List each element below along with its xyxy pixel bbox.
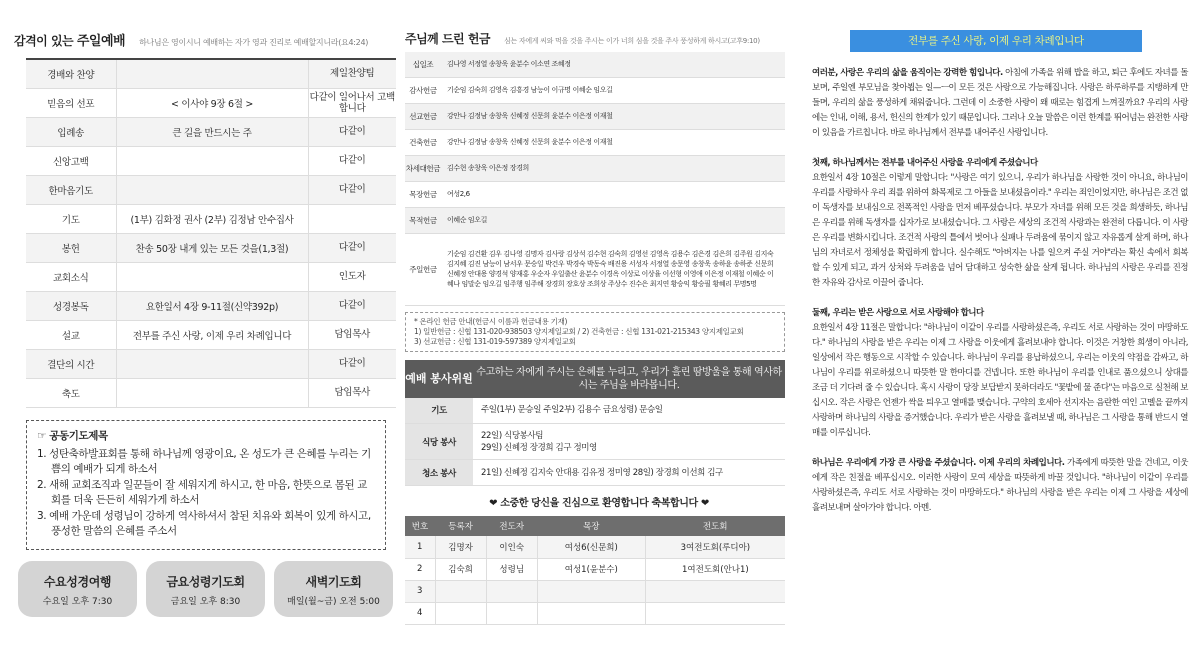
- meeting-title: 새벽기도회: [305, 575, 362, 589]
- visitor-cell: 김명자: [435, 536, 486, 558]
- sermon-intro-bold: 여러분, 사랑은 우리의 삶을 움직이는 강력한 힘입니다.: [812, 68, 1003, 78]
- sermon-point-2: 요한일서 4장 11절은 말합니다: "하나님이 이같이 우리를 사랑하셨은즉, 우리도 서로 사랑하는 것이 마땅하도다." 하나님의 사랑을 받은 우리는 이제 그 사랑을 이웃에게 흘려보내야 합니다. 이것은 거창한 희생이 아니라, 일상에서 작은 행동으로 시작할 수 있습니다. 하나님이 우리를 용납하셨으니, 우리는 이웃의 약점을 감싸고, 하나님이 우리를 위로하셨으니 따뜻한 말 한마디를 건넵니다. 또한 하나님이 우리를 인내로 품으셨으니 상대를 조금 더 기다려 줄 수 있습니다. 혹시 사랑이 당장 보답받지 못하더라도 "꽃밭에 물 준다"는 마음으로 실천해 보십시오. 작은 사랑은 언젠가 싹을 틔우고 열매를 맺습니다. 구약의 호세아 선지자는 음란한 여인 고멜을 끝까지 사랑하며 하나님의 사랑을 증거했습니다. 우리가 받은 사랑을 흘려보낼 때, 하나님은 그 사랑을 통해 반드시 열매를 이루십니다.: [812, 323, 1188, 438]
- visitor-cell: [486, 580, 537, 602]
- service-names: 주일(1부) 문승일 주일2부) 김용수 금요성령) 문승일: [473, 398, 785, 424]
- worship-item-leader: 다같이 일어나서 고백합니다: [308, 88, 396, 117]
- offering-row: [405, 103, 785, 129]
- offering-names: 기순임 김숙희 김영옥 김흥경 남능이 이규명 이혜순 임오길: [441, 77, 785, 103]
- worship-row: [26, 291, 396, 320]
- offering-row: [405, 129, 785, 155]
- prayer-title: ☞ 공동기도제목: [37, 430, 108, 442]
- service-text: 수고하는 자에게 주시는 은혜를 누리고, 우리가 흘린 땀방울을 통해 역사하시는 주님을 바라봅니다.: [476, 366, 782, 391]
- worship-item-name: 한마음기도: [26, 175, 116, 204]
- offering-names: 기순임 김건환 김우 김나영 김명자 김사랑 김상석 김수현 김숙희 김영선 김영옥 김용수 김은경 김은희 김주원 김지숙 김지혜 김진 남능이 남서우 문승일 박건우 박경숙 박동숙 배진용 서성자 서정열 송문영 송창욱 송하윤 송하준 신문희 신혜정 안대용 양경석 양재홍 우순자 우일출산 윤분수 이경옥 이상로 이상율 이선형 이영애 이은정 이재철 이혜순 이혜나 임말순 임오길 임주행 임주해 장경희 장호상 조희상 주상수 진수은 최지연 황승익 황승필 황혜리 무명5명: [441, 233, 785, 305]
- service-header: [405, 360, 785, 398]
- offering-column: [405, 0, 793, 645]
- service-role: 식당 봉사: [405, 424, 473, 460]
- worship-item-detail: 큰 길을 만드시는 주: [116, 117, 308, 146]
- visitor-cell: 여성6(신문희): [537, 536, 645, 558]
- sermon-point-1: 요한일서 4장 10절은 이렇게 말합니다: "사랑은 여기 있으니, 우리가 하나님을 사랑한 것이 아니요, 하나님이 우리를 사랑하사 우리 죄를 위하여 화목제로 그 아들을 보내셨음이라." 우리는 죄인이었지만, 하나님은 조건 없이 독생자를 보내심으로 전폭적인 사랑을 먼저 베푸셨습니다. 부모가 자녀를 위해 모든 것을 희생하듯, 하나님은 우리를 위해 독생자를 십자가로 보내셨습니다. 그 사랑은 세상의 조건적 사랑과는 완전히 다릅니다. 이 사랑은 우리를 변화시킵니다. 조건적 사랑의 틀에서 벗어나 실패나 두려움에 묶이지 않고 자유롭게 살게 하며, 하나님의 자녀로서 정체성을 확립하게 합니다. 실수해도 "아버지는 나를 일으켜 주실 거야"라는 확신 속에서 회복할 수 있게 되고, 과거 상처와 두려움을 넘어 담대하고 성숙한 삶을 살게 됩니다. 하나님의 사랑은 우리를 진정한 자유와 감사로 이끌어 줍니다.: [812, 173, 1188, 288]
- sermon-banner: 전부를 주신 사랑, 이제 우리 차례입니다: [850, 30, 1142, 52]
- visitor-cell: [645, 580, 785, 602]
- offering-type: 차세대헌금: [405, 155, 441, 181]
- visitor-cell: [435, 602, 486, 624]
- worship-row: [26, 204, 396, 233]
- worship-row: [26, 146, 396, 175]
- sermon-column: [812, 0, 1188, 645]
- worship-item-detail: 요한일서 4장 9-11절(신약392p): [116, 291, 308, 320]
- offering-type: 감사헌금: [405, 77, 441, 103]
- worship-row: [26, 117, 396, 146]
- offering-row: [405, 233, 785, 305]
- offering-title: 주님께 드린 헌금: [405, 32, 491, 46]
- worship-item-leader: 담임목사: [308, 320, 396, 349]
- offering-type: 주일헌금: [405, 233, 441, 305]
- worship-row: [26, 59, 396, 88]
- visitor-cell: 여성1(윤분수): [537, 558, 645, 580]
- worship-item-leader: 다같이: [308, 175, 396, 204]
- visitor-row: [405, 536, 785, 558]
- worship-item-detail: (1부) 김화정 권사 (2부) 김정남 안수집사: [116, 204, 308, 233]
- sermon-point-2-title: 둘째, 우리는 받은 사랑으로 서로 사랑해야 합니다: [812, 308, 984, 318]
- worship-title: [14, 30, 125, 49]
- sermon-intro-text: 아침에 가족을 위해 밥을 하고, 퇴근 후에도 자녀를 돌보며, 주일엔 부모님을 찾아뵙는 일—ㅡ이 모든 것은 사랑으로 가능해집니다. 사랑은 하루하루를 지탱하게 만들며, 우리의 삶을 풍성하게 채워줍니다. 그런데 이 소중한 사랑이 왜 때로는 힘겹게 느껴질까요? 우리의 사랑에는 인내, 이해, 용서, 헌신의 한계가 있기 때문입니다. 그러나 오늘 말씀은 이런 한계를 뛰어넘는 완전한 사랑이 있음을 가르칩니다. 바로 하나님께서 전부를 내어주신 사랑입니다.: [812, 68, 1188, 138]
- visitor-cell: 성령님: [486, 558, 537, 580]
- visitor-column-header: 목장: [537, 516, 645, 536]
- visitor-cell: 이인숙: [486, 536, 537, 558]
- worship-item-name: 입례송: [26, 117, 116, 146]
- visitor-cell: 1여전도회(안나1): [645, 558, 785, 580]
- worship-item-name: 기도: [26, 204, 116, 233]
- service-names: 22일) 식당봉사팀 29일) 신혜정 장경희 김구 정미영: [473, 424, 785, 460]
- worship-row: [26, 175, 396, 204]
- worship-item-name: 신앙고백: [26, 146, 116, 175]
- worship-item-name: 설교: [26, 320, 116, 349]
- offering-header: [405, 0, 793, 52]
- visitor-cell: [537, 602, 645, 624]
- offering-row: [405, 77, 785, 103]
- meeting-time: 금요일 오후 8:30: [170, 597, 241, 607]
- offering-table: [405, 52, 785, 306]
- visitor-column-header: 등록자: [435, 516, 486, 536]
- worship-header: [14, 0, 390, 58]
- worship-item-leader: 다같이: [308, 291, 396, 320]
- visitor-cell: [645, 602, 785, 624]
- worship-item-detail: [116, 59, 308, 88]
- welcome-title: ❤ 소중한 당신을 진심으로 환영합니다 축복합니다 ❤: [489, 498, 709, 509]
- visitor-table: [405, 516, 785, 625]
- service-row: [405, 460, 785, 486]
- online-line: * 온라인 헌금 안내(헌금시 이름과 헌금내용 기재): [414, 316, 568, 326]
- worship-item-detail: 전부를 주신 사랑, 이제 우리 차례입니다: [116, 320, 308, 349]
- worship-item-detail: [116, 146, 308, 175]
- offering-names: 강안나 김정남 송창욱 신혜정 신문희 윤분수 이은정 이재철: [441, 129, 785, 155]
- sermon-point-1-title: 첫째, 하나님께서는 전부를 내어주신 사랑을 우리에게 주셨습니다: [812, 158, 1038, 168]
- meeting-friday: [146, 561, 265, 617]
- offering-names: 강안나 김정남 송창욱 신혜정 신문희 윤분수 이은정 이재철: [441, 103, 785, 129]
- visitor-column-header: 전도자: [486, 516, 537, 536]
- worship-item-leader: 다같이: [308, 349, 396, 378]
- meeting-title: 금요성령기도회: [166, 575, 245, 589]
- offering-type: 목적헌금: [405, 207, 441, 233]
- worship-title-pre: 감격이 있는: [14, 34, 74, 48]
- visitor-column-header: 전도회: [645, 516, 785, 536]
- offering-type: 선교헌금: [405, 103, 441, 129]
- prayer-item: 1. 성탄축하발표회를 통해 하나님께 영광이요, 온 성도가 큰 은혜를 누리는 기쁨의 예배가 되게 하소서: [37, 447, 371, 475]
- offering-names: 김수현 송창욱 이은정 장경희: [441, 155, 785, 181]
- visitor-cell: 3: [405, 580, 435, 602]
- worship-item-name: 성경봉독: [26, 291, 116, 320]
- offering-row: [405, 155, 785, 181]
- worship-item-name: 믿음의 선포: [26, 88, 116, 117]
- visitor-cell: 3여전도회(루디아): [645, 536, 785, 558]
- offering-names: 이혜순 임오길: [441, 207, 785, 233]
- service-role: 청소 봉사: [405, 460, 473, 486]
- worship-item-name: 봉헌: [26, 233, 116, 262]
- worship-item-detail: 찬송 50장 내게 있는 모든 것을(1,3절): [116, 233, 308, 262]
- worship-item-detail: [116, 378, 308, 407]
- visitor-cell: 김숙희: [435, 558, 486, 580]
- service-table: [405, 398, 785, 487]
- offering-subtitle: 심는 자에게 씨와 먹을 것을 주시는 이가 너희 심을 것을 주사 풍성하게 하시고(고후9:10): [504, 37, 760, 45]
- online-line: 1) 일반헌금 : 신협 131-020-938503 양지제일교회 / 2) 건축헌금 : 신협 131-021-215343 양지제일교회: [414, 326, 744, 336]
- worship-item-name: 교회소식: [26, 262, 116, 291]
- sermon-conclusion-bold: 하나님은 우리에게 가장 큰 사랑을 주셨습니다. 이제 우리의 차례입니다.: [812, 458, 1065, 468]
- service-row: [405, 424, 785, 460]
- offering-names: 여성2,6: [441, 181, 785, 207]
- visitor-row: [405, 580, 785, 602]
- meeting-pills: [18, 561, 394, 617]
- prayer-item: 2. 새해 교회조직과 일꾼들이 잘 세워지게 하시고, 한 마음, 한뜻으로 몸된 교회를 더욱 든든히 세워가게 하소서: [37, 478, 367, 506]
- service-label: 예배 봉사위원: [405, 372, 473, 385]
- worship-column: [14, 0, 395, 645]
- sermon-article: [812, 66, 1188, 516]
- sermon-intro: [812, 66, 1188, 141]
- offering-row: [405, 52, 785, 77]
- worship-item-leader: [308, 204, 396, 233]
- worship-item-leader: 다같이: [308, 117, 396, 146]
- visitor-row: [405, 602, 785, 624]
- worship-row: [26, 233, 396, 262]
- meeting-title: 수요성경여행: [43, 575, 112, 589]
- service-names: 21일) 신혜정 김지숙 안대용 김유정 정미영 28일) 장경희 이선희 김구: [473, 460, 785, 486]
- prayer-item: 3. 예배 가운데 성령님이 강하게 역사하셔서 참된 치유와 회복이 있게 하시고, 풍성한 말씀의 은혜를 주소서: [37, 509, 371, 537]
- visitor-cell: 4: [405, 602, 435, 624]
- online-offering-box: [405, 312, 785, 352]
- visitor-cell: [537, 580, 645, 602]
- worship-item-detail: < 이사야 9장 6절 >: [116, 88, 308, 117]
- visitor-cell: [486, 602, 537, 624]
- worship-row: [26, 320, 396, 349]
- worship-item-leader: 담임목사: [308, 378, 396, 407]
- meeting-time: 수요일 오후 7:30: [42, 597, 113, 607]
- meeting-time: 매일(월~금) 오전 5:00: [287, 597, 380, 607]
- visitor-cell: 2: [405, 558, 435, 580]
- visitor-row: [405, 558, 785, 580]
- worship-item-detail: [116, 262, 308, 291]
- offering-type: 십일조: [405, 52, 441, 77]
- worship-item-leader: 제일찬양팀: [308, 59, 396, 88]
- meeting-dawn: [274, 561, 393, 617]
- service-row: [405, 398, 785, 424]
- worship-item-name: 경배와 찬양: [26, 59, 116, 88]
- worship-row: [26, 262, 396, 291]
- worship-order-table: [26, 58, 396, 408]
- worship-item-detail: [116, 175, 308, 204]
- offering-type: 목장헌금: [405, 181, 441, 207]
- prayer-box: [26, 420, 386, 550]
- worship-title-main: 주일예배: [76, 34, 126, 49]
- offering-type: 건축헌금: [405, 129, 441, 155]
- worship-row: [26, 378, 396, 407]
- worship-item-leader: 다같이: [308, 233, 396, 262]
- worship-item-name: 축도: [26, 378, 116, 407]
- online-line: 3) 선교헌금 : 신협 131-019-597389 양지제일교회: [414, 336, 576, 346]
- service-role: 기도: [405, 398, 473, 424]
- sermon-conclusion-text: 가족에게 따뜻한 말을 건네고, 이웃에게 작은 친절을 베푸십시오. 이러한 사랑이 모여 세상을 따뜻하게 바꿀 것입니다. "하나님이 이같이 우리를 사랑하셨은즉, 우리도 서로 사랑하는 것이 마땅하도다." 하나님의 사랑을 받은 우리는 이제 그 사랑을 세상에 흘려보내며 살아가야 합니다. 아멘.: [812, 458, 1188, 513]
- visitor-cell: 1: [405, 536, 435, 558]
- worship-item-leader: 다같이: [308, 146, 396, 175]
- worship-subtitle: 하나님은 영이시니 예배하는 자가 영과 진리로 예배할지니라(요4:24): [139, 38, 369, 47]
- sermon-conclusion: [812, 456, 1188, 516]
- worship-item-leader: 인도자: [308, 262, 396, 291]
- prayer-list: [37, 447, 375, 540]
- meeting-wednesday: [18, 561, 137, 617]
- offering-names: 김나영 서정열 송창욱 윤분수 이소연 조혜정: [441, 52, 785, 77]
- worship-row: [26, 349, 396, 378]
- worship-row: [26, 88, 396, 117]
- offering-row: [405, 207, 785, 233]
- worship-item-detail: [116, 349, 308, 378]
- worship-item-name: 결단의 시간: [26, 349, 116, 378]
- offering-row: [405, 181, 785, 207]
- visitor-cell: [435, 580, 486, 602]
- visitor-column-header: 번호: [405, 516, 435, 536]
